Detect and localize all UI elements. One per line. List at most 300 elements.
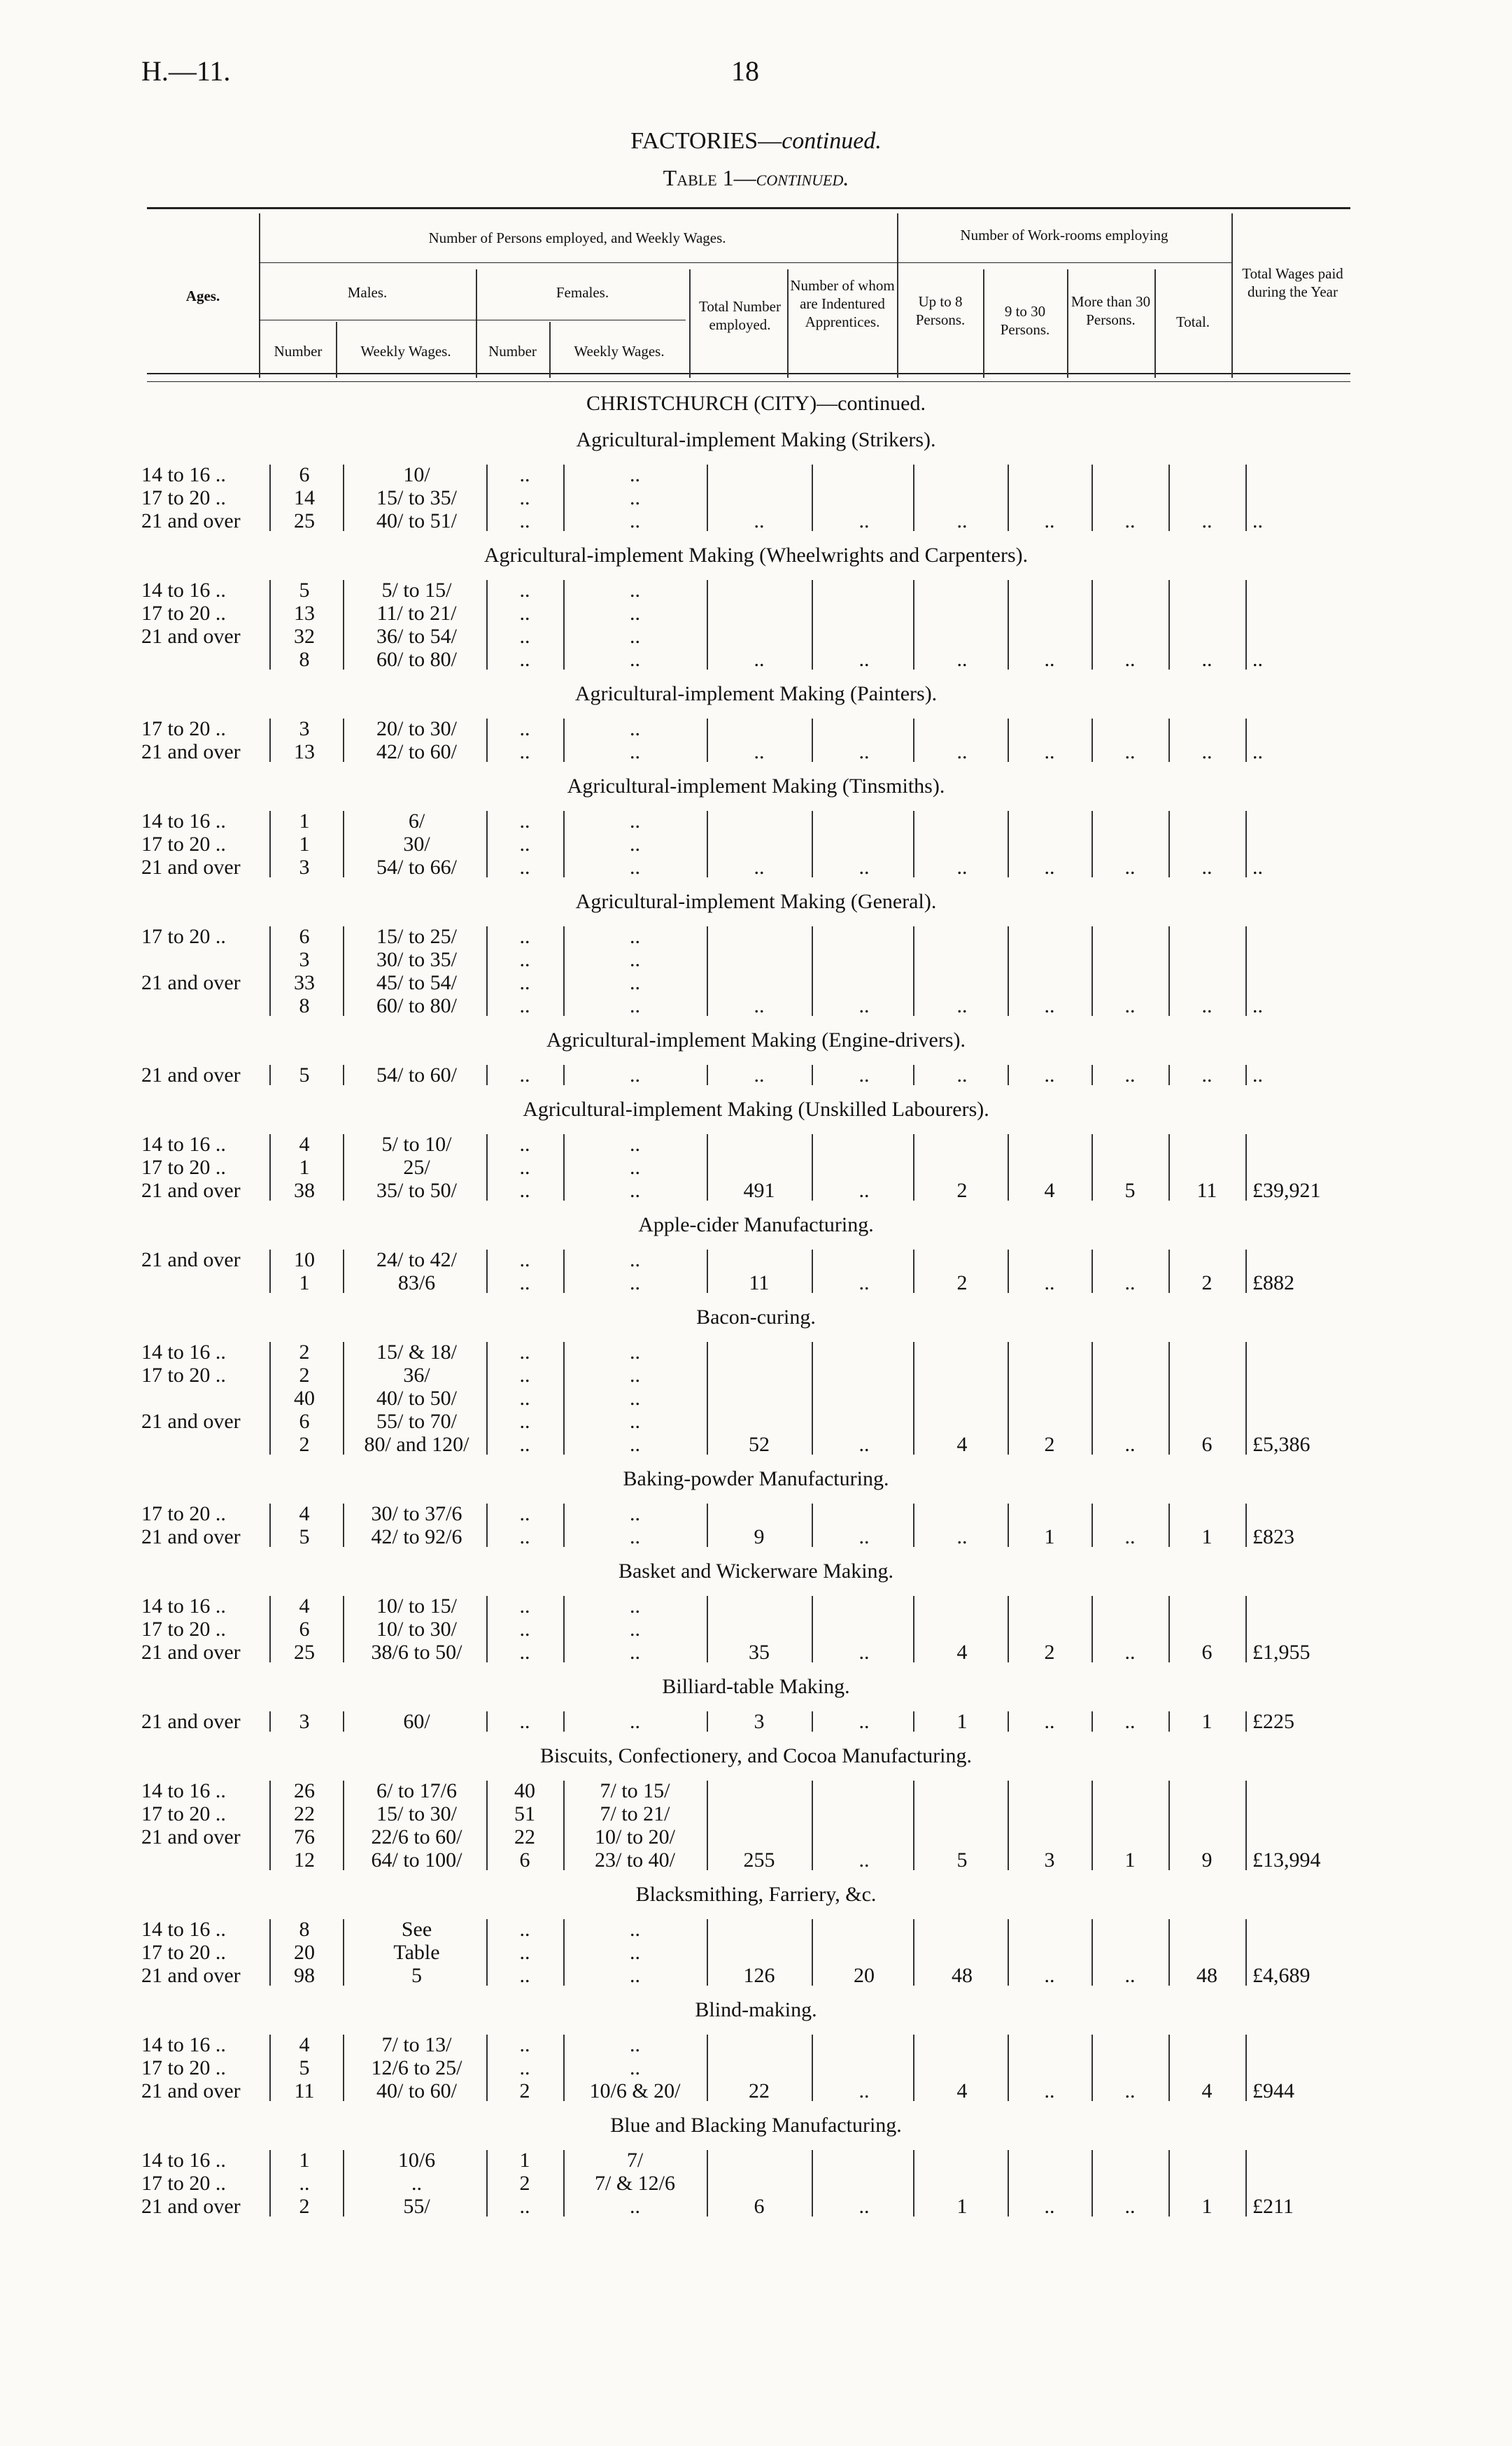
female-number-cell: .. <box>519 1618 530 1641</box>
male-wages-cell: Table <box>393 1941 440 1964</box>
column-rule <box>707 1342 708 1455</box>
column-rule <box>343 811 344 877</box>
total-employed-cell: .. <box>754 994 765 1017</box>
column-rule <box>812 1596 813 1662</box>
male-number-cell: 5 <box>299 1063 310 1087</box>
apprentices-cell: .. <box>859 740 870 763</box>
female-number-cell: .. <box>519 463 530 486</box>
apprentices-cell: .. <box>859 1271 870 1294</box>
male-wages-cell: 36/ <box>403 1364 430 1387</box>
female-number-cell: .. <box>519 1641 530 1664</box>
column-rule <box>269 1596 271 1662</box>
page-number: 18 <box>731 55 759 87</box>
column-rule <box>1008 1596 1009 1662</box>
column-rule <box>913 1250 914 1293</box>
header-male-wages: Weekly Wages. <box>360 343 451 360</box>
male-wages-cell: 12/6 to 25/ <box>371 2056 462 2079</box>
age-cell: 17 to 20 .. <box>141 1941 226 1964</box>
total-wages-cell: £39,921 <box>1252 1179 1321 1202</box>
column-rule <box>707 2150 708 2217</box>
male-wages-cell: 24/ to 42/ <box>376 1248 457 1271</box>
column-rule <box>486 1065 488 1085</box>
column-rule <box>707 1504 708 1547</box>
male-number-cell: 26 <box>294 1779 315 1802</box>
table-row <box>0 925 1512 948</box>
age-cell: 17 to 20 .. <box>141 2172 226 2195</box>
nine-to-30-cell: .. <box>1044 509 1055 532</box>
table-row <box>0 1964 1512 1987</box>
apprentices-cell: .. <box>859 1525 870 1548</box>
page-title <box>0 128 1512 155</box>
column-rule <box>1168 1250 1170 1293</box>
age-cell: 14 to 16 .. <box>141 1779 226 1802</box>
male-number-cell: 3 <box>299 948 310 971</box>
column-rule <box>343 1342 344 1455</box>
column-rule <box>1245 1781 1247 1870</box>
female-number-cell: .. <box>519 509 530 532</box>
age-cell: 17 to 20 .. <box>141 1156 226 1179</box>
column-rule <box>269 926 271 1016</box>
column-rule <box>812 1250 813 1293</box>
up-to-8-cell: 48 <box>952 1964 973 1987</box>
column-rule <box>812 2035 813 2101</box>
column-rule <box>1008 1919 1009 1986</box>
column-rule <box>812 1919 813 1986</box>
total-employed-cell: 11 <box>749 1271 770 1294</box>
female-number-cell: .. <box>519 2056 530 2079</box>
column-rule <box>1008 811 1009 877</box>
male-number-cell: 1 <box>299 1271 310 1294</box>
up-to-8-cell: 5 <box>956 1848 968 1872</box>
column-rule <box>1008 465 1009 531</box>
female-wages-cell: 10/ to 20/ <box>594 1825 675 1848</box>
female-wages-cell: .. <box>630 1133 640 1156</box>
up-to-8-cell: 1 <box>956 2195 968 2218</box>
female-number-cell: 51 <box>514 1802 535 1825</box>
total-employed-cell: 52 <box>749 1433 770 1456</box>
male-wages-cell: See <box>401 1918 432 1941</box>
table-row <box>0 1848 1512 1872</box>
column-rule <box>1245 465 1247 531</box>
column-rule <box>1168 926 1170 1016</box>
female-number-cell: .. <box>519 1595 530 1618</box>
male-wages-cell: 15/ & 18/ <box>376 1341 457 1364</box>
column-rule <box>343 1250 344 1293</box>
male-wages-cell: 40/ to 50/ <box>376 1387 457 1410</box>
column-rule <box>1008 1134 1009 1201</box>
more-than-30-cell: .. <box>1124 2195 1136 2218</box>
column-rule <box>707 1781 708 1870</box>
male-number-cell: 3 <box>299 856 310 879</box>
column-rule <box>1091 1919 1093 1986</box>
column-rule <box>486 2150 488 2217</box>
male-number-cell: 32 <box>294 625 315 648</box>
female-wages-cell: 7/ to 15/ <box>600 1779 670 1802</box>
table-row <box>0 1063 1512 1087</box>
column-rule <box>1245 811 1247 877</box>
total-wages-cell: £211 <box>1252 2195 1294 2218</box>
column-rule <box>1091 1781 1093 1870</box>
female-wages-cell: .. <box>630 1641 640 1664</box>
female-wages-cell: .. <box>630 1941 640 1964</box>
table-row <box>0 602 1512 625</box>
column-rule <box>269 2150 271 2217</box>
female-number-cell: .. <box>519 948 530 971</box>
female-wages-cell: 7/ to 21/ <box>600 1802 670 1825</box>
column-rule <box>1245 1342 1247 1455</box>
female-number-cell: .. <box>519 1387 530 1410</box>
workrooms-total-cell: .. <box>1201 994 1213 1017</box>
table-row <box>0 2195 1512 2218</box>
column-rule <box>343 465 344 531</box>
column-rule <box>1091 1065 1093 1085</box>
male-number-cell: 76 <box>294 1825 315 1848</box>
age-cell: 14 to 16 .. <box>141 2149 226 2172</box>
apprentices-cell: .. <box>859 994 870 1017</box>
column-rule <box>269 1065 271 1085</box>
column-rule <box>486 1342 488 1455</box>
column-rule <box>1008 1065 1009 1085</box>
table-row <box>0 2149 1512 2172</box>
total-employed-cell: .. <box>754 509 765 532</box>
male-wages-cell: 6/ <box>408 810 425 833</box>
column-rule <box>707 1711 708 1732</box>
table-row <box>0 971 1512 994</box>
table-row <box>0 1387 1512 1410</box>
column-rule <box>1091 1134 1093 1201</box>
header-female-wages: Weekly Wages. <box>574 343 665 360</box>
female-wages-cell: .. <box>630 717 640 740</box>
column-rule <box>812 1342 813 1455</box>
female-wages-cell: .. <box>630 971 640 994</box>
female-number-cell: .. <box>519 810 530 833</box>
female-number-cell: .. <box>519 1433 530 1456</box>
column-rule <box>343 926 344 1016</box>
total-employed-cell: 22 <box>749 2079 770 2102</box>
table-row <box>0 1918 1512 1941</box>
male-wages-cell: 6/ to 17/6 <box>376 1779 457 1802</box>
male-wages-cell: 54/ to 66/ <box>376 856 457 879</box>
column-rule <box>269 465 271 531</box>
male-number-cell: 2 <box>299 1364 310 1387</box>
column-rule <box>913 719 914 762</box>
table-row <box>0 2172 1512 2195</box>
column-rule <box>1168 465 1170 531</box>
total-employed-cell: 35 <box>749 1641 770 1664</box>
section-title: Agricultural-implement Making (Strikers). <box>576 428 936 451</box>
header-females: Females. <box>556 284 609 301</box>
column-rule <box>1168 2035 1170 2101</box>
age-cell: 21 and over <box>141 740 241 763</box>
column-rule <box>1008 2035 1009 2101</box>
age-cell: 17 to 20 .. <box>141 486 226 509</box>
workrooms-total-cell: 6 <box>1201 1433 1213 1456</box>
female-wages-cell: .. <box>630 648 640 671</box>
table-row <box>0 1710 1512 1733</box>
table-row <box>0 1825 1512 1848</box>
nine-to-30-cell: .. <box>1044 2079 1055 2102</box>
total-wages-cell: £225 <box>1252 1710 1294 1733</box>
age-cell: 17 to 20 .. <box>141 1502 226 1525</box>
male-number-cell: 5 <box>299 2056 310 2079</box>
male-number-cell: 4 <box>299 2033 310 2056</box>
column-rule <box>563 1065 565 1085</box>
up-to-8-cell: .. <box>956 1063 968 1087</box>
female-wages-cell: 23/ to 40/ <box>594 1848 675 1872</box>
section-title: Apple-cider Manufacturing. <box>638 1213 874 1236</box>
column-rule <box>812 926 813 1016</box>
workrooms-total-cell: 1 <box>1201 2195 1213 2218</box>
column-rule <box>1168 1504 1170 1547</box>
column-rule <box>1091 465 1093 531</box>
male-number-cell: 8 <box>299 994 310 1017</box>
column-rule <box>269 1134 271 1201</box>
male-number-cell: 4 <box>299 1502 310 1525</box>
total-wages-cell: £13,994 <box>1252 1848 1321 1872</box>
nine-to-30-cell: .. <box>1044 994 1055 1017</box>
table-row <box>0 1433 1512 1456</box>
workrooms-total-cell: .. <box>1201 1063 1213 1087</box>
column-rule <box>486 2035 488 2101</box>
total-wages-cell: £1,955 <box>1252 1641 1310 1664</box>
age-cell: 21 and over <box>141 1248 241 1271</box>
total-employed-cell: .. <box>754 1063 765 1087</box>
column-rule <box>1008 926 1009 1016</box>
column-rule <box>486 926 488 1016</box>
table-row <box>0 1502 1512 1525</box>
age-cell: 17 to 20 .. <box>141 717 226 740</box>
up-to-8-cell: .. <box>956 740 968 763</box>
female-number-cell: .. <box>519 1133 530 1156</box>
column-rule <box>343 2150 344 2217</box>
female-wages-cell: .. <box>630 1364 640 1387</box>
column-rule <box>1091 2035 1093 2101</box>
female-number-cell: 40 <box>514 1779 535 1802</box>
female-number-cell: .. <box>519 1941 530 1964</box>
column-rule <box>707 1134 708 1201</box>
male-number-cell: 10 <box>294 1248 315 1271</box>
column-rule <box>563 465 565 531</box>
age-cell: 17 to 20 .. <box>141 1802 226 1825</box>
column-rule <box>563 1250 565 1293</box>
apprentices-cell: .. <box>859 1433 870 1456</box>
column-rule <box>1008 1504 1009 1547</box>
table-row <box>0 1618 1512 1641</box>
more-than-30-cell: .. <box>1124 1710 1136 1733</box>
female-number-cell: .. <box>519 1248 530 1271</box>
male-number-cell: 40 <box>294 1387 315 1410</box>
up-to-8-cell: .. <box>956 856 968 879</box>
age-cell: 17 to 20 .. <box>141 925 226 948</box>
column-rule <box>913 2150 914 2217</box>
male-number-cell: 20 <box>294 1941 315 1964</box>
female-number-cell: .. <box>519 971 530 994</box>
workrooms-total-cell: 4 <box>1201 2079 1213 2102</box>
column-rule <box>707 811 708 877</box>
female-wages-cell: .. <box>630 509 640 532</box>
column-rule <box>563 2035 565 2101</box>
column-rule <box>1168 1919 1170 1986</box>
age-cell: 14 to 16 .. <box>141 579 226 602</box>
female-wages-cell: .. <box>630 856 640 879</box>
column-rule <box>913 811 914 877</box>
male-wages-cell: 10/6 <box>397 2149 436 2172</box>
header-workrooms-group: Number of Work-rooms employing <box>960 227 1168 243</box>
total-wages-cell: £882 <box>1252 1271 1294 1294</box>
total-employed-cell: 126 <box>743 1964 775 1987</box>
column-rule <box>707 1919 708 1986</box>
male-wages-cell: 5/ to 15/ <box>381 579 452 602</box>
column-rule <box>1091 580 1093 670</box>
column-rule <box>1245 1065 1247 1085</box>
column-rule <box>913 1504 914 1547</box>
male-wages-cell: 25/ <box>403 1156 430 1179</box>
column-rule <box>1245 2035 1247 2101</box>
title-cont: continued. <box>782 128 882 154</box>
more-than-30-cell: .. <box>1124 509 1136 532</box>
age-cell: 21 and over <box>141 2079 241 2102</box>
table-row <box>0 1595 1512 1618</box>
workrooms-total-cell: .. <box>1201 740 1213 763</box>
male-number-cell: 13 <box>294 602 315 625</box>
nine-to-30-cell: .. <box>1044 740 1055 763</box>
male-wages-cell: 7/ to 13/ <box>381 2033 452 2056</box>
up-to-8-cell: .. <box>956 994 968 1017</box>
male-wages-cell: 45/ to 54/ <box>376 971 457 994</box>
age-cell: 21 and over <box>141 1825 241 1848</box>
column-rule <box>1245 1504 1247 1547</box>
column-rule <box>1091 1250 1093 1293</box>
female-wages-cell: .. <box>630 2056 640 2079</box>
header-males: Males. <box>347 284 388 301</box>
column-rule <box>707 2035 708 2101</box>
column-rule <box>812 1134 813 1201</box>
column-rule <box>1091 1342 1093 1455</box>
age-cell: 14 to 16 .. <box>141 463 226 486</box>
male-number-cell: 14 <box>294 486 315 509</box>
column-rule <box>563 719 565 762</box>
column-rule <box>269 719 271 762</box>
column-rule <box>343 1781 344 1870</box>
column-rule <box>1008 1781 1009 1870</box>
title-main: FACTORIES— <box>630 128 782 154</box>
male-wages-cell: 40/ to 60/ <box>376 2079 457 2102</box>
column-rule <box>343 1065 344 1085</box>
male-number-cell: 13 <box>294 740 315 763</box>
female-wages-cell: .. <box>630 1595 640 1618</box>
column-rule <box>707 465 708 531</box>
table-row <box>0 1802 1512 1825</box>
female-number-cell: .. <box>519 1341 530 1364</box>
table-row <box>0 1248 1512 1271</box>
male-wages-cell: .. <box>411 2172 422 2195</box>
male-number-cell: 4 <box>299 1595 310 1618</box>
age-cell: 21 and over <box>141 509 241 532</box>
female-wages-cell: .. <box>630 1964 640 1987</box>
workrooms-total-cell: 2 <box>1201 1271 1213 1294</box>
nine-to-30-cell: 2 <box>1044 1641 1055 1664</box>
column-rule <box>1008 1711 1009 1732</box>
up-to-8-cell: 4 <box>956 1433 968 1456</box>
female-wages-cell: 7/ <box>626 2149 644 2172</box>
table-row <box>0 717 1512 740</box>
male-number-cell: 3 <box>299 717 310 740</box>
column-rule <box>1168 811 1170 877</box>
nine-to-30-cell: 3 <box>1044 1848 1055 1872</box>
age-cell: 17 to 20 .. <box>141 1364 226 1387</box>
table-row <box>0 579 1512 602</box>
male-number-cell: 11 <box>294 2079 315 2102</box>
column-rule <box>269 580 271 670</box>
section-title: Agricultural-implement Making (Engine-drivers). <box>546 1028 966 1052</box>
column-rule <box>812 811 813 877</box>
column-rule <box>1091 1711 1093 1732</box>
more-than-30-cell: 1 <box>1124 1848 1136 1872</box>
section-title: Agricultural-implement Making (General). <box>575 890 937 913</box>
column-rule <box>563 811 565 877</box>
female-number-cell: .. <box>519 486 530 509</box>
apprentices-cell: .. <box>859 856 870 879</box>
page-ref: H.—11. <box>141 55 231 87</box>
male-number-cell: 22 <box>294 1802 315 1825</box>
age-cell: 21 and over <box>141 1964 241 1987</box>
female-wages-cell: .. <box>630 1410 640 1433</box>
header-total: Total. <box>1175 313 1210 330</box>
total-wages-cell: £5,386 <box>1252 1433 1310 1456</box>
section-title: Billiard-table Making. <box>662 1675 850 1698</box>
total-wages-cell: £4,689 <box>1252 1964 1310 1987</box>
age-cell: 17 to 20 .. <box>141 833 226 856</box>
age-cell: 14 to 16 .. <box>141 1918 226 1941</box>
apprentices-cell: .. <box>859 1179 870 1202</box>
female-number-cell: .. <box>519 833 530 856</box>
female-number-cell: .. <box>519 625 530 648</box>
column-rule <box>1245 580 1247 670</box>
column-rule <box>486 1504 488 1547</box>
male-wages-cell: 15/ to 35/ <box>376 486 457 509</box>
male-wages-cell: 15/ to 25/ <box>376 925 457 948</box>
city-title <box>0 392 1512 416</box>
more-than-30-cell: .. <box>1124 1433 1136 1456</box>
male-number-cell: 6 <box>299 1618 310 1641</box>
female-number-cell: .. <box>519 2033 530 2056</box>
male-number-cell: 2 <box>299 2195 310 2218</box>
female-wages-cell: .. <box>630 1433 640 1456</box>
age-cell: 21 and over <box>141 1525 241 1548</box>
column-rule <box>486 719 488 762</box>
apprentices-cell: .. <box>859 1641 870 1664</box>
age-cell: 21 and over <box>141 856 241 879</box>
column-rule <box>1245 1919 1247 1986</box>
age-cell: 14 to 16 .. <box>141 1341 226 1364</box>
age-cell: 21 and over <box>141 1063 241 1087</box>
age-cell: 21 and over <box>141 1410 241 1433</box>
column-rule <box>1008 1342 1009 1455</box>
column-rule <box>913 926 914 1016</box>
column-rule <box>343 719 344 762</box>
table-row <box>0 2056 1512 2079</box>
male-number-cell: 6 <box>299 925 310 948</box>
age-cell: 17 to 20 .. <box>141 2056 226 2079</box>
column-rule <box>913 1342 914 1455</box>
workrooms-total-cell: 1 <box>1201 1710 1213 1733</box>
column-rule <box>343 1504 344 1547</box>
header-ages: Ages. <box>185 288 220 304</box>
up-to-8-cell: 2 <box>956 1179 968 1202</box>
nine-to-30-cell: .. <box>1044 648 1055 671</box>
male-wages-cell: 20/ to 30/ <box>376 717 457 740</box>
female-number-cell: .. <box>519 579 530 602</box>
